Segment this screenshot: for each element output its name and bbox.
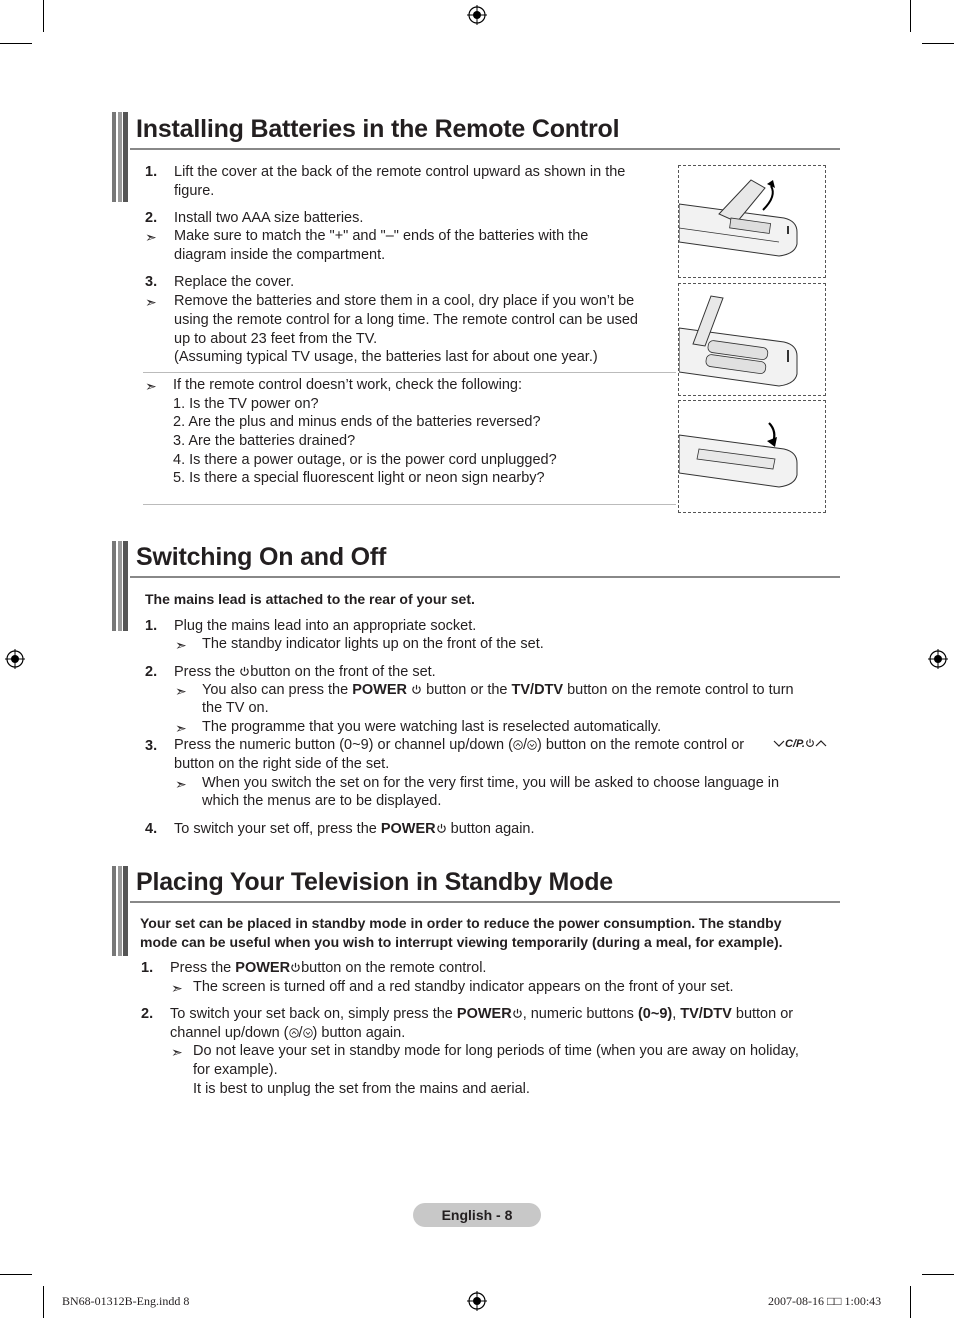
divider: [143, 372, 676, 373]
section-marker-bars: [112, 112, 128, 202]
step-text-part: button or: [735, 1006, 794, 1022]
step-text: button on the right side of the set.: [174, 756, 390, 772]
power-label: POWER: [352, 682, 407, 698]
numeric-label: (0~9): [637, 1006, 673, 1022]
crop-mark: [0, 1274, 32, 1275]
registration-mark-icon: [5, 649, 25, 669]
note-text-part: You also can press the: [202, 682, 349, 698]
crop-mark: [922, 43, 954, 44]
list-item: 1. Is the TV power on?: [173, 396, 319, 412]
section-intro: Your set can be placed in standby mode in order to reduce the power consumption. The standby: [140, 915, 782, 931]
step-text: [174, 663, 436, 682]
step-text-part: Press the numeric button (0~9) or channel up/down (: [174, 737, 513, 753]
list-item: 3. Are the batteries drained?: [173, 433, 356, 449]
power-icon: [512, 1008, 523, 1019]
step-text: [174, 736, 744, 755]
step-text-part: button on the remote control.: [301, 960, 487, 976]
step-number: 1.: [141, 960, 154, 976]
section-rule: [130, 901, 840, 903]
section-title-standby: Placing Your Television in Standby Mode: [136, 868, 614, 896]
step-text: [170, 1005, 793, 1024]
power-label: POWER: [235, 960, 291, 976]
note-text: Do not leave your set in standby mode for long periods of time (when you are away on holiday,: [193, 1043, 799, 1059]
power-icon: [290, 962, 301, 973]
power-icon: [436, 823, 447, 834]
note-arrow-icon: ➣: [175, 776, 187, 792]
note-text: The programme that you were watching last is reselected automatically.: [202, 719, 662, 735]
note-text: diagram inside the compartment.: [174, 247, 386, 263]
step-text: Plug the mains lead into an appropriate socket.: [174, 618, 477, 634]
divider: [143, 504, 676, 505]
note-arrow-icon: ➣: [171, 980, 183, 996]
note-text: The standby indicator lights up on the front of the set.: [202, 636, 544, 652]
power-icon: [805, 738, 815, 748]
list-item: 2. Are the plus and minus ends of the batteries reversed?: [173, 414, 541, 430]
step-number: 4.: [145, 821, 158, 837]
section-marker-bars: [112, 541, 128, 631]
step-number: 1.: [145, 618, 158, 634]
figure-insert-batteries: [678, 283, 826, 396]
step-text-part: ,: [672, 1006, 677, 1022]
step-text: Install two AAA size batteries.: [174, 210, 364, 226]
section-rule: [130, 576, 840, 578]
channel-up-icon: [513, 740, 523, 750]
step-text-part: To switch your set back on, simply press the: [170, 1006, 453, 1022]
note-text: It is best to unplug the set from the mains and aerial.: [193, 1081, 530, 1097]
slash: /: [298, 1025, 303, 1041]
note-text: Remove the batteries and store them in a cool, dry place if you won’t be: [174, 293, 635, 309]
step-text: Lift the cover at the back of the remote control upward as shown in the: [174, 164, 626, 180]
step-number: 2.: [145, 664, 158, 680]
step-text-part: channel up/down (: [170, 1025, 289, 1041]
crop-mark: [43, 1286, 44, 1318]
note-text: (Assuming typical TV usage, the batteries last for about one year.): [174, 349, 598, 365]
power-label: POWER: [380, 821, 436, 837]
step-text-part: button on the front of the set.: [250, 664, 436, 680]
slash: /: [522, 737, 527, 753]
remote-batteries-illustration: [679, 284, 825, 395]
note-text: the TV on.: [202, 700, 269, 716]
note-arrow-icon: ➣: [171, 1044, 183, 1060]
channel-down-icon: [303, 1028, 313, 1038]
power-icon: [239, 666, 250, 677]
registration-mark-icon: [467, 5, 487, 25]
side-buttons-group: [773, 738, 827, 750]
note-arrow-icon: ➣: [145, 294, 157, 310]
note-text: [202, 681, 794, 700]
step-number: 3.: [145, 274, 158, 290]
step-number: 2.: [145, 210, 158, 226]
step-text-part: ) button on the remote control or: [536, 737, 745, 753]
remote-open-cover-illustration: [679, 166, 825, 277]
tv-dtv-label: TV/DTV: [680, 1006, 732, 1022]
step-text-part: Press the: [174, 664, 236, 680]
section-title-batteries: Installing Batteries in the Remote Control: [136, 115, 620, 143]
crop-mark: [43, 0, 44, 32]
step-text: [170, 1024, 405, 1043]
note-arrow-icon: ➣: [175, 720, 187, 736]
chevron-up-icon: [815, 738, 827, 748]
step-number: 2.: [141, 1006, 154, 1022]
step-text: [174, 820, 535, 839]
step-text: [170, 959, 486, 978]
registration-mark-icon: [467, 1291, 487, 1311]
note-text-part: button on the remote control to turn: [567, 682, 794, 698]
crop-mark: [910, 1286, 911, 1318]
note-text: for example).: [193, 1062, 278, 1078]
note-text: If the remote control doesn’t work, check the following:: [173, 377, 522, 393]
section-intro: mode can be useful when you wish to interrupt viewing temporarily (during a meal, for example).: [140, 934, 783, 950]
step-text-part: To switch your set off, press the: [174, 821, 377, 837]
channel-up-icon: [289, 1028, 299, 1038]
note-arrow-icon: ➣: [145, 229, 157, 245]
slug-timestamp: 2007-08-16 □□ 1:00:43: [768, 1294, 882, 1308]
crop-mark: [910, 0, 911, 32]
registration-mark-icon: [928, 649, 948, 669]
power-icon: [411, 684, 422, 695]
list-item: 5. Is there a special fluorescent light or neon sign nearby?: [173, 470, 545, 486]
channel-down-icon: [527, 740, 537, 750]
remote-replace-cover-illustration: [679, 401, 825, 512]
step-text-part: ) button again.: [312, 1025, 406, 1041]
note-text: which the menus are to be displayed.: [202, 793, 442, 809]
note-arrow-icon: ➣: [175, 637, 187, 653]
step-text-part: , numeric buttons: [522, 1006, 634, 1022]
step-number: 3.: [145, 738, 158, 754]
slug-filename: BN68-01312B-Eng.indd 8: [62, 1294, 190, 1308]
page-number-badge: English - 8: [413, 1203, 541, 1227]
step-number: 1.: [145, 164, 158, 180]
power-label: POWER: [456, 1006, 512, 1022]
crop-mark: [922, 1274, 954, 1275]
section-marker-bars: [112, 866, 128, 956]
note-text: When you switch the set on for the very first time, you will be asked to choose language in: [202, 775, 780, 791]
note-arrow-icon: ➣: [145, 378, 157, 394]
tv-dtv-label: TV/DTV: [511, 682, 564, 698]
note-text: up to about 23 feet from the TV.: [174, 331, 378, 347]
figure-replace-cover: [678, 400, 826, 513]
note-arrow-icon: ➣: [175, 683, 187, 699]
step-text: figure.: [174, 183, 215, 199]
step-text-part: Press the: [170, 960, 232, 976]
figure-open-cover: [678, 165, 826, 278]
note-text: Make sure to match the "+" and "–" ends of the batteries with the: [174, 228, 589, 244]
note-text: using the remote control for a long time. The remote control can be used: [174, 312, 638, 328]
step-text-part: button again.: [450, 821, 535, 837]
section-rule: [130, 148, 840, 150]
section-intro: The mains lead is attached to the rear of your set.: [145, 591, 475, 607]
note-text-part: button or the: [426, 682, 508, 698]
section-title-switching: Switching On and Off: [136, 543, 387, 571]
crop-mark: [0, 43, 32, 44]
chevron-down-icon: [773, 738, 785, 748]
cp-label: C/P.: [785, 738, 805, 750]
list-item: 4. Is there a power outage, or is the power cord unplugged?: [173, 452, 557, 468]
note-text: The screen is turned off and a red standby indicator appears on the front of your set.: [193, 979, 734, 995]
step-text: Replace the cover.: [174, 274, 295, 290]
